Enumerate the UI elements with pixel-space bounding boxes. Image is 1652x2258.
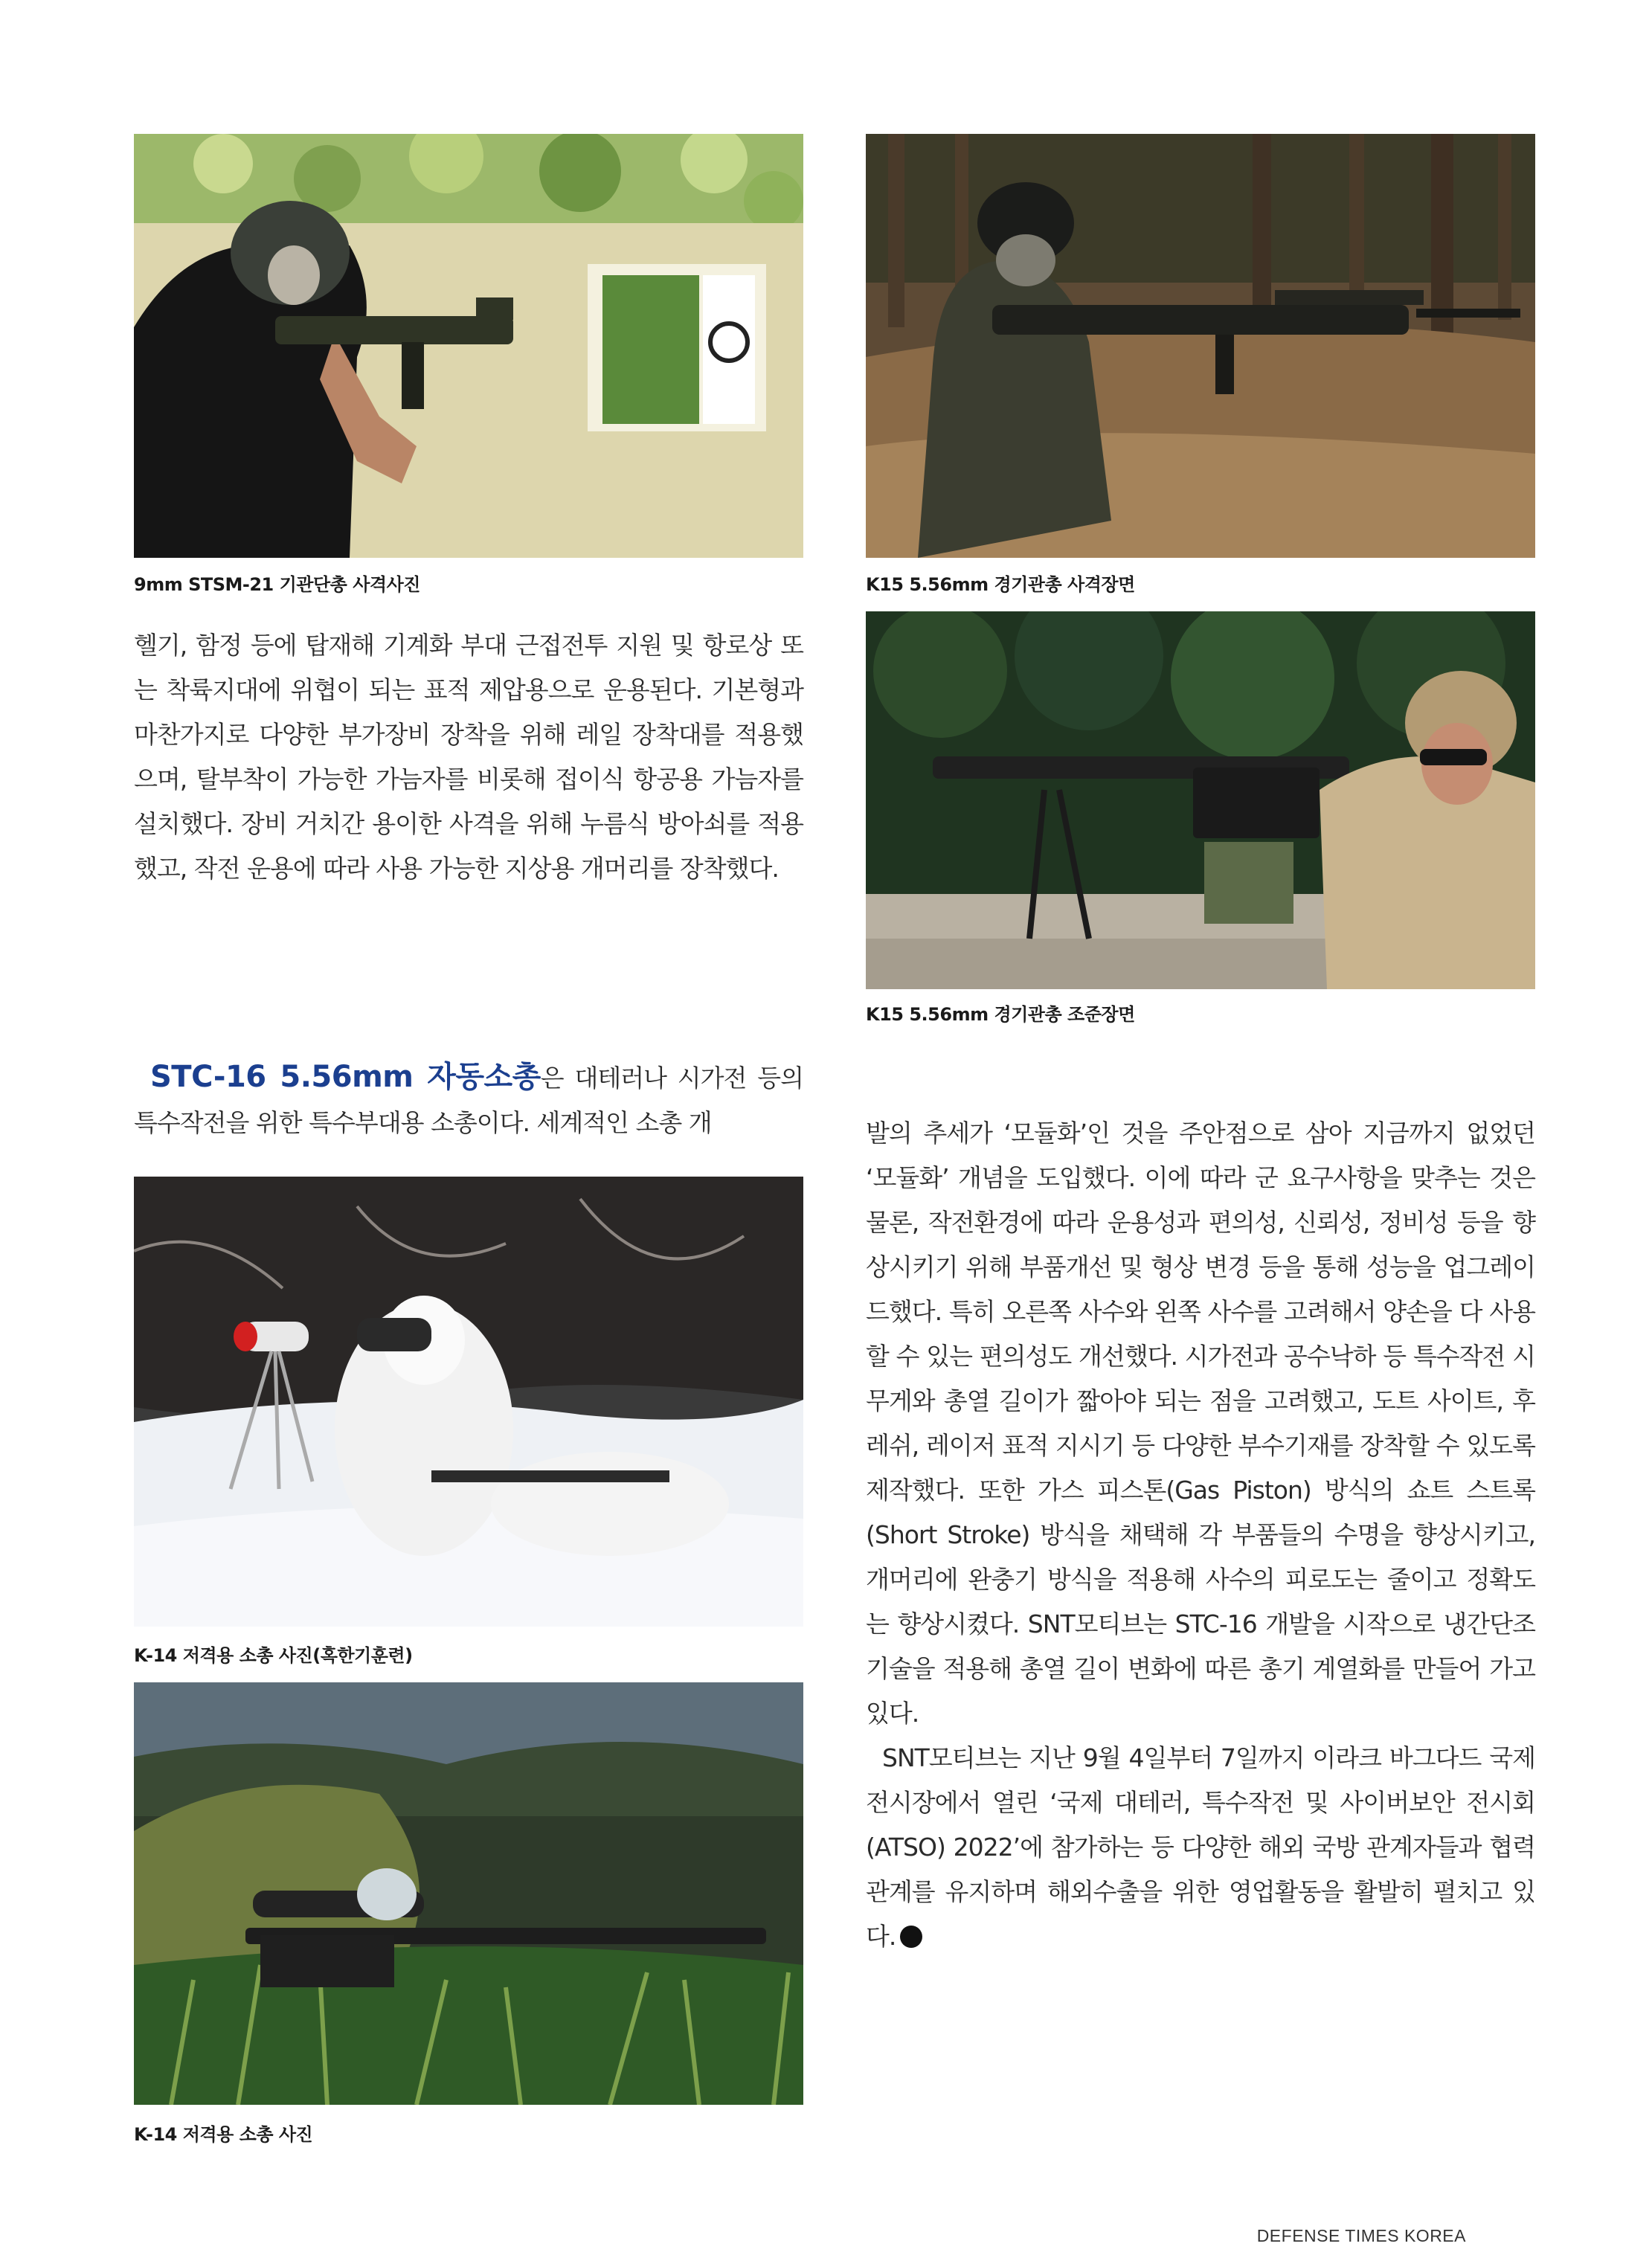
photo-stsm21 [134,134,803,558]
article-paragraph-1 [134,623,803,891]
photo-caption: K-14 저격용 소총 사진 [134,2124,313,2145]
photo-k14-winter [134,1177,803,1627]
photo-k14 [134,1682,803,2105]
product-lead-title: STC-16 5.56mm 자동소총 [150,1060,541,1094]
photo-caption: 9mm STSM-21 기관단총 사격사진 [134,574,420,595]
photo-caption: K15 5.56mm 경기관총 사격장면 [866,574,1135,595]
paragraph-text: SNT모티브는 지난 9월 4일부터 7일까지 이라크 바그다드 국제 전시장에서 열린 ‘국제 대테러, 특수작전 및 사이버보안 전시회(ATSO) 2022’에 참가하는 등 다양한 해외 국방 관계자들과 협력관계를 유지하며 해외수출을 위한 영업활동을 활발히 펼치고 있다. [866,1743,1535,1951]
paragraph-text: 헬기, 함정 등에 탑재해 기계화 부대 근접전투 지원 및 항로상 또는 착륙지대에 위협이 되는 표적 제압용으로 운용된다. 기본형과 마찬가지로 다양한 부가장비 장착을 위해 레일 장착대를 적용했으며, 탈부착이 가능한 가늠자를 비롯해 접이식 항공용 가늠자를 설치했다. 장비 거치간 용이한 사격을 위해 누름식 방아쇠를 적용했고, 작전 운용에 따라 사용 가능한 지상용 개머리를 장착했다. [134,631,803,883]
paragraph-text: 은 대테러나 시가전 등의 특수작전을 위한 특수부대용 소총이다. 세계적인 소총 개 [134,1064,803,1137]
article-paragraph-2-continued [866,1111,1535,1959]
photo-caption: K15 5.56mm 경기관총 조준장면 [866,1004,1135,1025]
photo-caption: K-14 저격용 소총 사진(혹한기훈련) [134,1645,413,1666]
end-mark-icon [900,1926,922,1948]
publication-footer: DEFENSE TIMES KOREA [1256,2226,1466,2245]
photo-k15-shooting [866,134,1535,558]
paragraph-text: 발의 추세가 ‘모듈화’인 것을 주안점으로 삼아 지금까지 없었던 ‘모듈화’ 개념을 도입했다. 이에 따라 군 요구사항을 맞추는 것은 물론, 작전환경에 따라 운용성과 편의성, 신뢰성, 정비성 등을 향상시키기 위해 부품개선 및 형상 변경 등을 통해 성능을 업그레이드했다. 특히 오른쪽 사수와 왼쪽 사수를 고려해서 양손을 다 사용할 수 있는 편의성도 개선했다. 시가전과 공수낙하 등 특수작전 시 무게와 총열 길이가 짧아야 되는 점을 고려했고, 도트 사이트, 후레쉬, 레이저 표적 지시기 등 다양한 부수기재를 장착할 수 있도록 제작했다. 또한 가스 피스톤(Gas Piston) 방식의 쇼트 스트록(Short Stroke) 방식을 채택해 각 부품들의 수명을 향상시키고, 개머리에 완충기 방식을 적용해 사수의 피로도는 줄이고 정확도는 향상시켰다. SNT모티브는 STC-16 개발을 시작으로 냉간단조기술을 적용해 총열 길이 변화에 따른 총기 계열화를 만들어 가고 있다. [866,1119,1535,1728]
article-paragraph-2-start [134,1055,803,1145]
photo-k15-aiming [866,611,1535,989]
